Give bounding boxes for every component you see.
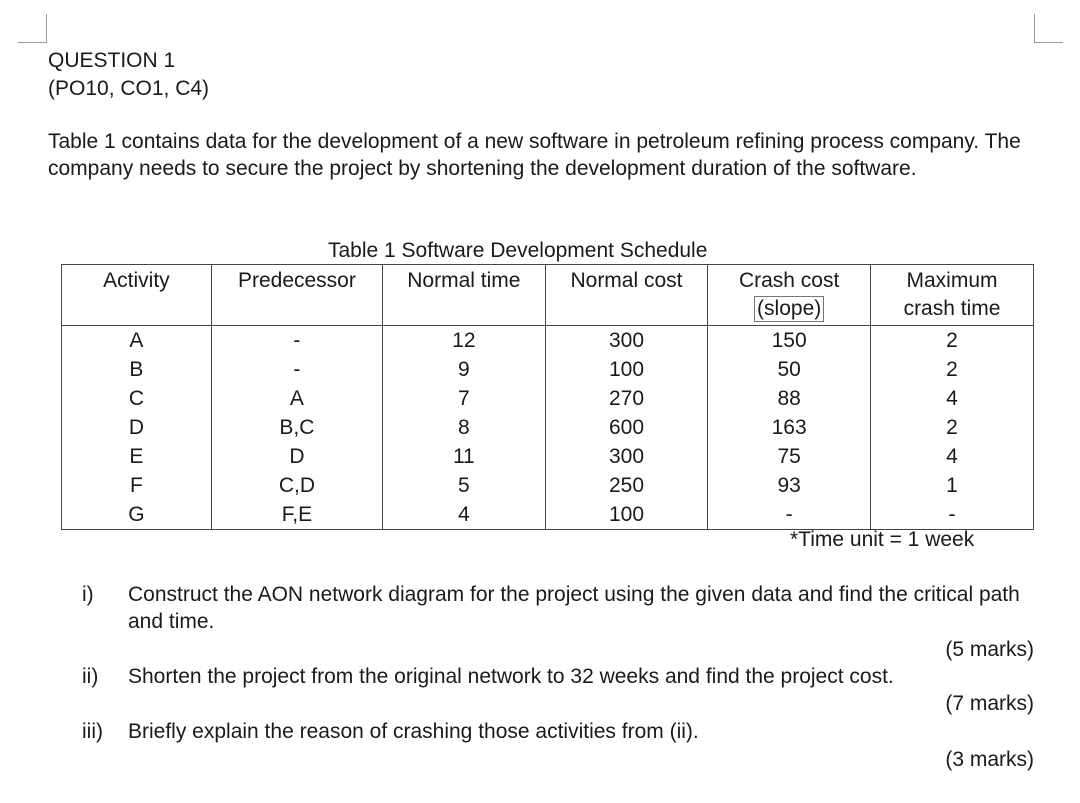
cell-max-crash: 4 bbox=[870, 442, 1033, 471]
cell-max-crash: 2 bbox=[870, 355, 1033, 384]
cell-max-crash: 1 bbox=[870, 471, 1033, 500]
cell-activity: B bbox=[62, 355, 212, 384]
cell-normal-cost: 300 bbox=[545, 442, 708, 471]
schedule-table bbox=[61, 264, 1034, 530]
col-max-crash bbox=[870, 265, 1033, 326]
cell-predecessor: D bbox=[211, 442, 382, 471]
cell-normal-cost: 600 bbox=[545, 413, 708, 442]
cell-normal-time: 7 bbox=[383, 384, 546, 413]
table-row bbox=[62, 442, 1034, 471]
question-text: Shorten the project from the original network to 32 weeks and find the project cost. bbox=[128, 665, 894, 688]
col-activity: Activity bbox=[62, 265, 212, 326]
cell-predecessor: - bbox=[211, 355, 382, 384]
cell-predecessor: - bbox=[211, 326, 382, 356]
cell-max-crash: 2 bbox=[870, 413, 1033, 442]
cell-crash-cost: 163 bbox=[708, 413, 871, 442]
question-marks: (7 marks) bbox=[945, 692, 1034, 715]
cell-normal-time: 8 bbox=[383, 413, 546, 442]
question-codes: (PO10, CO1, C4) bbox=[48, 77, 210, 100]
cell-crash-cost: 93 bbox=[708, 471, 871, 500]
cell-activity: A bbox=[62, 326, 212, 356]
cell-crash-cost: 50 bbox=[708, 355, 871, 384]
cell-normal-time: 5 bbox=[383, 471, 546, 500]
cell-normal-cost: 270 bbox=[545, 384, 708, 413]
cell-normal-cost: 100 bbox=[545, 355, 708, 384]
col-predecessor: Predecessor bbox=[211, 265, 382, 326]
cell-max-crash: 2 bbox=[870, 326, 1033, 356]
cell-normal-time: 9 bbox=[383, 355, 546, 384]
col-max-crash-label-1: Maximum bbox=[906, 269, 998, 292]
col-crash-cost-slope: (slope) bbox=[754, 296, 824, 322]
col-max-crash-label-2: crash time bbox=[903, 297, 1001, 320]
question-number: i) bbox=[82, 583, 94, 606]
table-caption: Table 1 Software Development Schedule bbox=[328, 239, 708, 262]
col-normal-cost: Normal cost bbox=[545, 265, 708, 326]
cell-crash-cost: 75 bbox=[708, 442, 871, 471]
question-number: iii) bbox=[82, 720, 103, 743]
cell-crash-cost: 150 bbox=[708, 326, 871, 356]
cell-activity: D bbox=[62, 413, 212, 442]
cell-normal-cost: 250 bbox=[545, 471, 708, 500]
cell-normal-cost: 300 bbox=[545, 326, 708, 356]
table-row bbox=[62, 471, 1034, 500]
question-header bbox=[48, 47, 209, 103]
cell-crash-cost: - bbox=[708, 500, 871, 530]
cell-activity: F bbox=[62, 471, 212, 500]
question-text: Construct the AON network diagram for the project using the given data and find the critical path and time. bbox=[128, 583, 1020, 633]
table-row bbox=[62, 413, 1034, 442]
question-number: ii) bbox=[82, 665, 99, 688]
cell-max-crash: - bbox=[870, 500, 1033, 530]
col-crash-cost-label: Crash cost bbox=[738, 269, 840, 292]
cell-normal-cost: 100 bbox=[545, 500, 708, 530]
cell-predecessor: F,E bbox=[211, 500, 382, 530]
cell-predecessor: B,C bbox=[211, 413, 382, 442]
table-row bbox=[62, 384, 1034, 413]
table-row bbox=[62, 355, 1034, 384]
question-marks: (3 marks) bbox=[945, 748, 1034, 771]
cell-predecessor: C,D bbox=[211, 471, 382, 500]
cell-activity: C bbox=[62, 384, 212, 413]
cell-activity: G bbox=[62, 500, 212, 530]
cell-normal-time: 4 bbox=[383, 500, 546, 530]
cell-max-crash: 4 bbox=[870, 384, 1033, 413]
cell-normal-time: 11 bbox=[383, 442, 546, 471]
question-text: Briefly explain the reason of crashing those activities from (ii). bbox=[128, 720, 699, 743]
question-marks: (5 marks) bbox=[945, 638, 1034, 661]
question-title: QUESTION 1 bbox=[48, 49, 176, 72]
cell-normal-time: 12 bbox=[383, 326, 546, 356]
table-row bbox=[62, 326, 1034, 356]
time-unit-note: *Time unit = 1 week bbox=[790, 528, 975, 551]
table-row bbox=[62, 500, 1034, 530]
col-crash-cost bbox=[708, 265, 871, 326]
cell-crash-cost: 88 bbox=[708, 384, 871, 413]
table-header-row bbox=[62, 265, 1034, 326]
cell-predecessor: A bbox=[211, 384, 382, 413]
crop-mark-top-left bbox=[18, 14, 47, 43]
crop-mark-top-right bbox=[1034, 14, 1063, 43]
intro-paragraph: Table 1 contains data for the development of a new software in petroleum refining process company. The company needs to secure the project by shortening the development duration of the software. bbox=[48, 130, 1021, 180]
col-normal-time: Normal time bbox=[383, 265, 546, 326]
cell-activity: E bbox=[62, 442, 212, 471]
